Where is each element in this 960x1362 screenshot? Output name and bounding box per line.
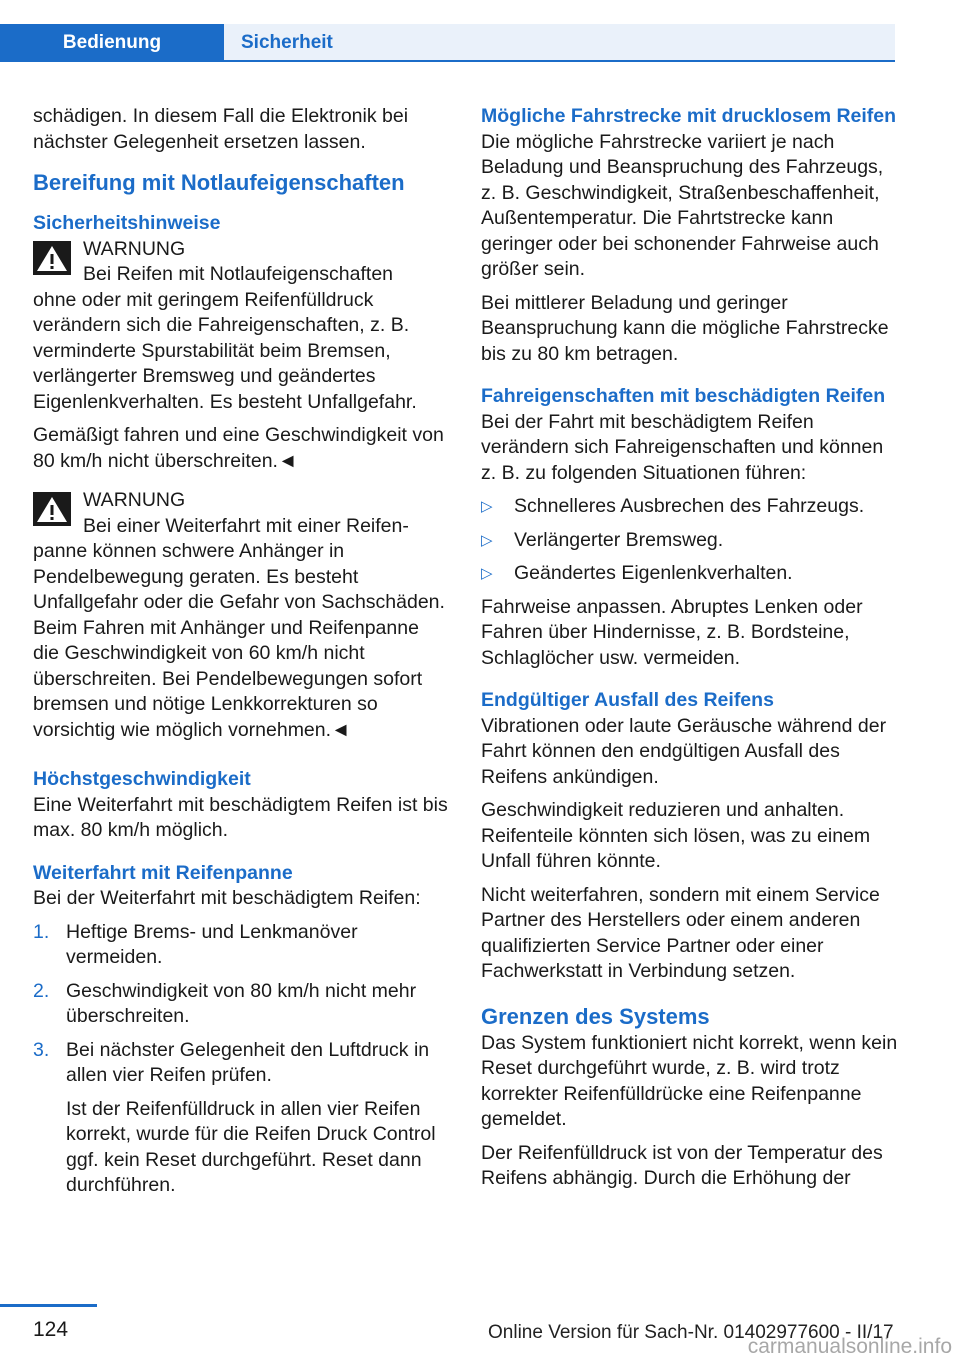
step-text: Bei nächster Gelegenheit den Luftdruck in allen vier Reifen prüfen.: [66, 1038, 430, 1086]
bullet-text: Verlängerter Bremsweg.: [514, 528, 724, 551]
triangle-bullet-icon: ▷: [481, 565, 493, 582]
eigen-paragraph-1: Bei der Fahrt mit beschädigtem Reifen verändern sich Fahreigenschaften und können z. B. zu folgenden Situationen führen:: [481, 410, 884, 484]
bullet-text: Geändertes Eigenlenkverhalten.: [514, 562, 793, 584]
step-text: Geschwindigkeit von 80 km/h nicht mehr überschreiten.: [66, 979, 417, 1027]
heading-grenzen: Grenzen des Systems: [481, 1003, 710, 1029]
step-number: 3.: [33, 1038, 50, 1061]
left-column: [33, 104, 448, 1207]
hoechst-paragraph: Eine Weiterfahrt mit beschädigtem Reifen ist bis max. 80 km/h möglich.: [33, 793, 448, 841]
tab-sicherheit[interactable]: Sicherheit: [224, 24, 895, 62]
step-number: 2.: [33, 979, 50, 1002]
heading-sicherheitshinweise: Sicherheitshinweise: [33, 212, 221, 234]
list-item: [33, 979, 448, 1030]
triangle-bullet-icon: ▷: [481, 498, 493, 515]
intro-paragraph: schädigen. In diesem Fall die Elektronik bei nächster Gelegenheit ersetzen lassen.: [33, 105, 409, 153]
chapter-tabs: [0, 24, 895, 62]
warning-text: ohne oder mit geringem Reifenfülldruck verändern sich die Fahreigenschaften, z. B. verminderte Spurstabilität beim Bremsen, verlängerter Bremsweg und geändertes Eigenlenkverhalten. Es besteht Unfallgefahr.: [33, 288, 417, 413]
steps-list: [33, 920, 448, 1199]
warning-title: WARNUNG: [83, 489, 186, 511]
page-number: 124: [33, 1318, 69, 1341]
situations-list: [481, 494, 899, 587]
triangle-bullet-icon: ▷: [481, 531, 493, 549]
step-3-subtext: Ist der Reifenfülldruck in allen vier Reifen korrekt, wurde für die Reifen Druck Control ggf. kein Reset durchgeführt. Reset dann durchführen.: [66, 1097, 436, 1196]
list-item: [481, 494, 899, 520]
heading-fahreigenschaften: Fahreigenschaften mit beschädigten Reifen: [481, 385, 886, 407]
strecke-paragraph-2: Bei mittlerer Beladung und geringer Beanspruchung kann die mögliche Fahrstrecke bis zu 80 km betragen.: [481, 291, 889, 365]
eigen-paragraph-2: Fahrweise anpassen. Abruptes Lenken oder Fahren über Hindernisse, z. B. Bordsteine, Schlaglöcher usw. vermeiden.: [481, 595, 863, 669]
heading-fahrstrecke: Mögliche Fahrstrecke mit drucklosem Reifen: [481, 105, 897, 127]
warning-block-1: [33, 237, 448, 416]
warning-triangle-icon: [33, 241, 71, 275]
page-number-rule: [0, 1304, 97, 1307]
tab-bedienung[interactable]: Bedienung: [0, 24, 224, 62]
warning-triangle-icon: [33, 492, 71, 526]
ausfall-paragraph-2: Geschwindigkeit reduzieren und anhalten. Reifenteile könnten sich lösen, was zu einem Unfall führen könnte.: [481, 799, 871, 872]
heading-hoechstgeschwindigkeit: Höchstgeschwindigkeit: [33, 768, 251, 790]
bullet-text: Schnelleres Ausbrechen des Fahrzeugs.: [514, 495, 865, 517]
tab-divider: [0, 60, 895, 62]
warning-1-instruction: Gemäßigt fahren und eine Geschwindigkeit von 80 km/h nicht überschreiten.◄: [33, 424, 444, 472]
list-item: [33, 920, 448, 971]
list-item: [481, 561, 899, 587]
ausfall-paragraph-3: Nicht weiterfahren, sondern mit einem Service Partner des Herstellers oder einem anderen qualifizierten Service Partner oder einer Fachwerkstatt in Verbindung setzen.: [481, 883, 880, 982]
heading-weiterfahrt: Weiterfahrt mit Reifenpanne: [33, 861, 293, 884]
right-column: [481, 104, 899, 1200]
online-version-footer: Online Version für Sach-Nr. 01402977600 - II/17: [488, 1322, 894, 1343]
heading-notlauf: Bereifung mit Notlaufeigenschaften: [33, 170, 405, 195]
list-item: [33, 1038, 448, 1199]
weiterfahrt-paragraph: Bei der Weiterfahrt mit beschädigtem Reifen:: [33, 887, 421, 909]
grenzen-paragraph-2: Der Reifenfülldruck ist von der Temperatur des Reifens abhängig. Durch die Erhöhung der: [481, 1141, 883, 1189]
warning-text: panne können schwere Anhänger in Pendelbewegung geraten. Es besteht Unfallgefahr oder die Gefahr von Sachschäden. Beim Fahren mit Anhänger und Reifenpanne die Geschwindigkeit von 60 km/h nicht überschreiten. Bei Pendelbewegungen sofort bremsen und nötige Lenkkorrekturen so vorsichtig wie möglich vornehmen.◄: [33, 540, 445, 741]
step-text: Heftige Brems- und Lenkmanöver vermeiden.: [66, 920, 358, 968]
watermark: carmanualsonline.info: [747, 1335, 952, 1358]
heading-ausfall: Endgültiger Ausfall des Reifens: [481, 689, 774, 711]
step-number: 1.: [33, 920, 50, 943]
grenzen-paragraph-1: Das System funktioniert nicht korrekt, wenn kein Reset durchgeführt wurde, z. B. wird trotz korrekter Reifenfülldrücke eine Reifenpanne gemeldet.: [481, 1031, 898, 1130]
strecke-paragraph-1: Die mögliche Fahrstrecke variiert je nach Beladung und Beanspruchung des Fahrzeugs, z. B. Geschwindigkeit, Straßenbeschaffenheit, Außentemperatur. Die Fahrtstrecke kann geringer oder bei schonender Fahrweise auch größer sein.: [481, 130, 884, 280]
warning-block-2: [33, 488, 448, 743]
warning-title: WARNUNG: [83, 237, 186, 260]
warning-text-first-line: Bei einer Weiterfahrt mit einer Reifen-: [83, 514, 409, 537]
list-item: [481, 528, 899, 554]
warning-text-first-line: Bei Reifen mit Notlaufeigenschaften: [83, 263, 394, 285]
ausfall-paragraph-1: Vibrationen oder laute Geräusche während der Fahrt können den endgültigen Ausfall des Reifens ankündigen.: [481, 714, 887, 788]
